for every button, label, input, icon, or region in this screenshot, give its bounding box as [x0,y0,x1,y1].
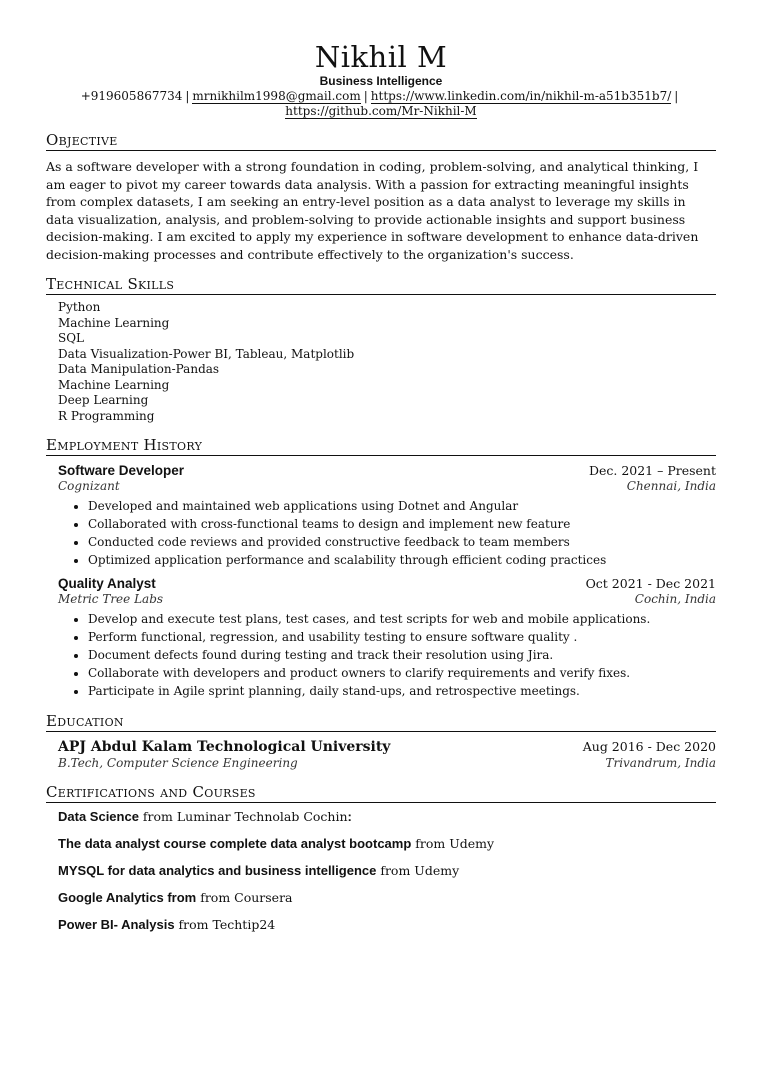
job-bullet: • Participate in Agile sprint planning, daily stand-ups, and retrospective meetings. [88,682,716,700]
skill-item: Machine Learning [58,377,170,392]
job-bullet: • Optimized application performance and scalability through efficient coding practices [88,551,716,569]
skills-list [58,300,716,424]
job-company: Metric Tree Labs [58,592,164,606]
certification-item [58,890,716,906]
skill-item: Data Visualization-Power BI, Tableau, Matplotlib [58,346,355,361]
certification-name: Data Science [58,809,139,824]
skill-item: R Programming [58,408,155,423]
objective-text: As a software developer with a strong foundation in coding, problem-solving, and analytical thinking, I am eager to pivot my career towards data analysis. With a passion for extracting meaningful insights from complex datasets, I am seeking an entry-level position as a data analyst to leverage my skills in data visualization, analysis, and problem-solving to provide actionable insights and support business decision-making. I am excited to apply my experience in software development to enhance data-driven decision-making processes and contribute effectively to the organization's success. [46,159,699,262]
separator: | [185,89,190,103]
email-link[interactable]: mrnikhilm1998@gmail.com [192,89,361,103]
job-location: Chennai, India [626,479,716,493]
certification-source: from Udemy [411,836,495,851]
contact-line [46,89,716,119]
skill-item: Machine Learning [58,315,170,330]
candidate-name: Nikhil M [314,40,448,74]
resume-page [0,42,768,1066]
school-name: APJ Abdul Kalam Technological University [58,739,391,755]
certification-item [58,809,716,825]
certification-item [58,836,716,852]
job-entry [58,575,716,700]
certification-source: from Techtip24 [174,917,276,932]
linkedin-link[interactable]: https://www.linkedin.com/in/nikhil-m-a51b351b7/ [370,89,672,103]
degree: B.Tech, Computer Science Engineering [58,756,298,770]
certification-name: Power BI- Analysis [58,917,175,932]
job-bullet: • Conducted code reviews and provided constructive feedback to team members [88,533,716,551]
job-bullets [58,497,716,569]
skill-item: Deep Learning [58,393,149,407]
certification-source: from Udemy [376,863,460,878]
education-location: Trivandrum, India [605,756,716,770]
certification-name: Google Analytics from [58,890,197,905]
candidate-subtitle: Business Intelligence [319,74,443,88]
skill-item: SQL [58,331,85,345]
job-dates: Oct 2021 - Dec 2021 [585,576,716,591]
certification-source: from Luminar Technolab Cochin [138,809,348,824]
job-bullet: • Develop and execute test plans, test cases, and test scripts for web and mobile applications. [88,610,716,628]
section-title-skills: Technical Skills [46,275,716,295]
github-link[interactable]: https://github.com/Mr-Nikhil-M [285,104,477,118]
job-bullet: • Document defects found during testing and track their resolution using Jira. [88,646,716,664]
section-title-employment: Employment History [46,436,716,456]
certification-item [58,863,716,879]
job-dates: Dec. 2021 – Present [588,463,716,478]
separator: | [363,89,368,103]
job-bullet: • Collaborated with cross-functional teams to design and implement new feature [88,515,716,533]
job-location: Cochin, India [634,592,716,606]
section-title-certifications: Certifications and Courses [46,783,716,803]
section-title-objective: Objective [46,131,716,151]
job-entry [58,462,716,569]
skill-item: Data Manipulation-Pandas [58,362,220,376]
certification-suffix: : [347,809,352,824]
job-bullet: • Collaborate with developers and product owners to clarify requirements and verify fixes. [88,664,716,682]
education-entry [58,738,716,771]
job-company: Cognizant [58,479,120,493]
skill-item: Python [58,300,101,314]
job-title: Quality Analyst [58,576,156,591]
job-title: Software Developer [58,463,185,478]
certification-item [58,917,716,933]
certification-name: The data analyst course complete data analyst bootcamp [58,836,412,851]
certification-source: from Coursera [196,890,293,905]
separator: | [674,89,679,103]
job-bullets [58,610,716,700]
phone-number: +919605867734 [80,89,183,103]
job-bullet: • Developed and maintained web applications using Dotnet and Angular [88,497,716,515]
job-bullet: • Perform functional, regression, and usability testing to ensure software quality . [88,628,716,646]
education-dates: Aug 2016 - Dec 2020 [582,739,716,754]
section-title-education: Education [46,712,716,732]
certification-name: MYSQL for data analytics and business intelligence [58,863,377,878]
